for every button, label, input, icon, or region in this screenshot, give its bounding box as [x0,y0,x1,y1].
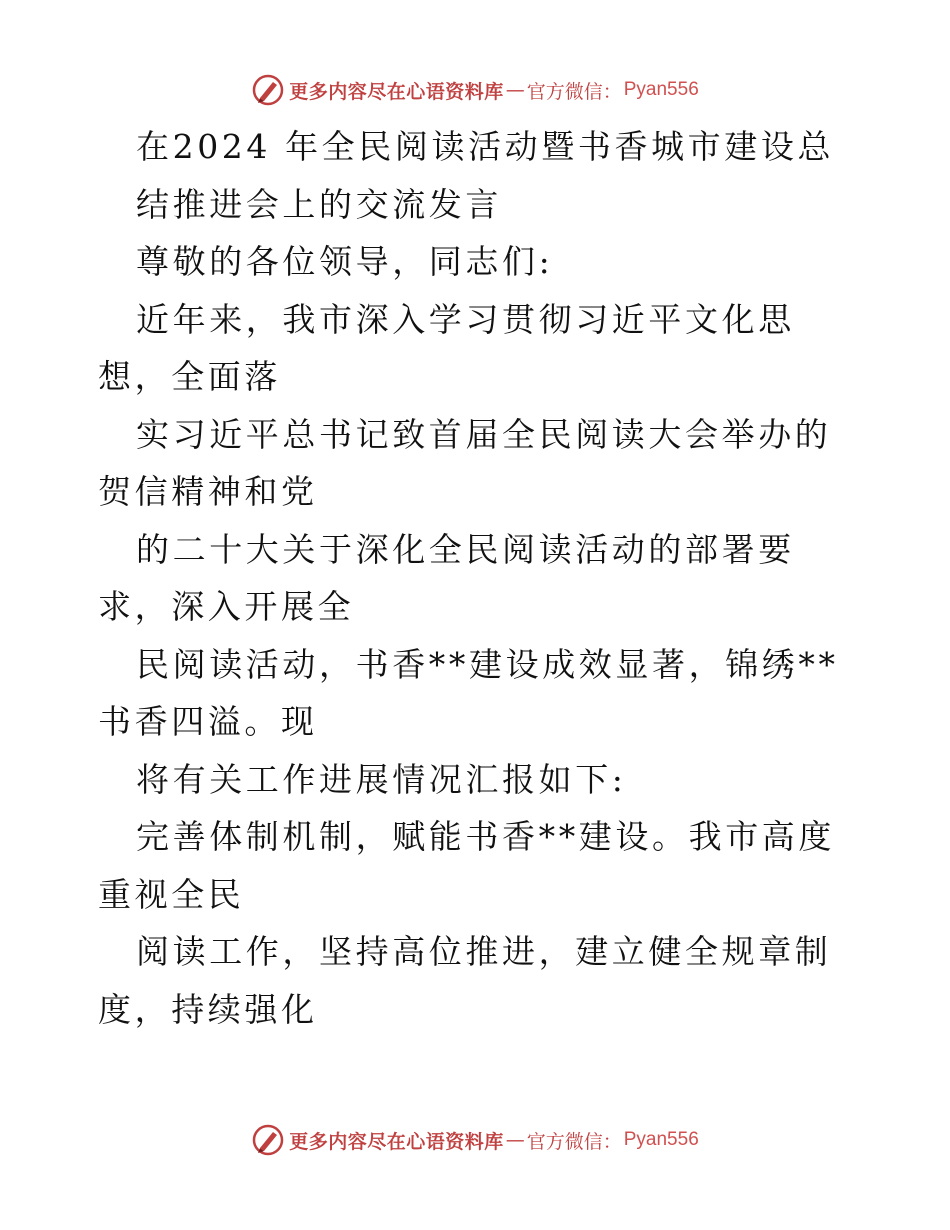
document-body [0,118,950,1038]
body-paragraph: 近年来，我市深入学习贯彻习近平文化思想，全面落 [98,299,795,396]
watermark-brand: 更多内容尽在心语资料库 [289,80,504,103]
watermark-wechat-label: 官方微信： [526,1130,622,1153]
watermark-brand: 更多内容尽在心语资料库 [289,1130,504,1153]
watermark-wechat-id: Pyan556 [623,79,699,100]
body-paragraph: 实习近平总书记致首届全民阅读大会举办的贺信精神和党 [98,414,832,511]
body-paragraph: 的二十大关于深化全民阅读活动的部署要求，深入开展全 [98,529,795,626]
body-paragraph: 阅读工作，坚持高位推进，建立健全规章制度，持续强化 [98,932,832,1029]
body-paragraph: 将有关工作进展情况汇报如下: [136,759,627,799]
footer-watermark [0,1120,950,1160]
document-title-line: 在2024 年全民阅读活动暨书香城市建设总 [136,127,835,166]
body-paragraph: 民阅读活动，书香**建设成效显著，锦绣**书香四溢。现 [98,644,839,741]
body-paragraph: 完善体制机制，赋能书香**建设。我市高度重视全民 [98,817,835,914]
watermark-wechat-label: 官方微信： [526,80,622,103]
header-watermark [0,70,950,110]
pen-seal-icon [251,1123,285,1157]
watermark-separator: — [505,79,525,101]
document-title-line: 结推进会上的交流发言 [136,184,502,224]
watermark-wechat-id: Pyan556 [623,1129,699,1150]
salutation: 尊敬的各位领导，同志们: [136,242,554,281]
watermark-separator: — [505,1129,525,1151]
pen-seal-icon [251,73,285,107]
